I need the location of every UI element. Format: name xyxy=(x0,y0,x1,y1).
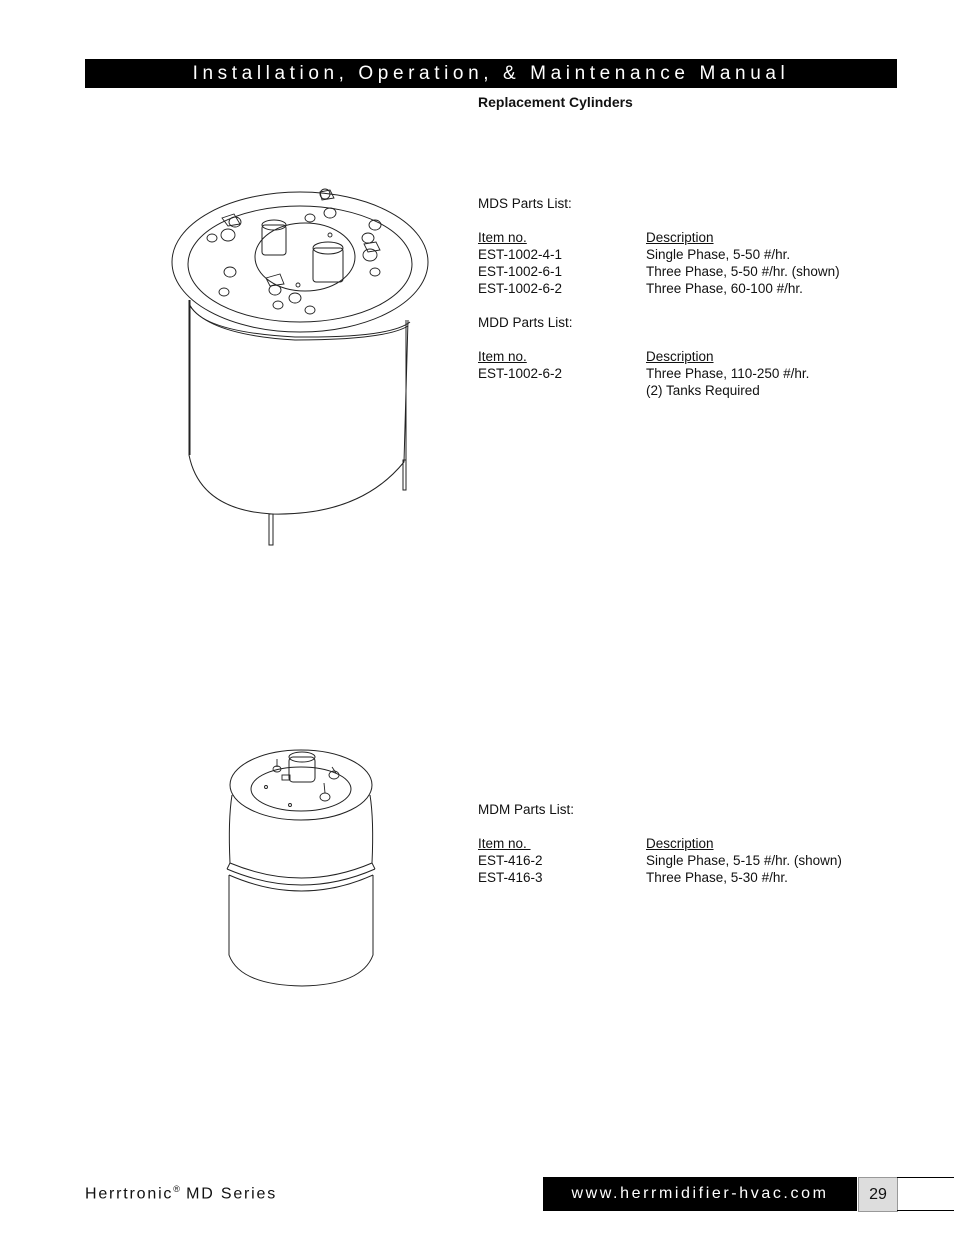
mdd-col-desc: Description xyxy=(646,349,714,364)
page-number: 29 xyxy=(858,1177,898,1212)
item-desc: Three Phase, 5-50 #/hr. (shown) xyxy=(646,264,840,279)
item-desc: Three Phase, 110-250 #/hr. xyxy=(646,366,810,381)
mdd-heading: MDD Parts List: xyxy=(478,315,573,330)
registered-mark: ® xyxy=(173,1184,180,1194)
item-desc: (2) Tanks Required xyxy=(646,383,760,398)
footer-rule-bottom xyxy=(897,1210,954,1211)
mdm-header-row xyxy=(478,835,876,852)
footer-series xyxy=(85,1184,277,1203)
table-row xyxy=(478,365,876,382)
table-row xyxy=(478,852,876,869)
website-link[interactable]: www.herrmidifier-hvac.com xyxy=(571,1185,829,1202)
item-desc: Three Phase, 5-30 #/hr. xyxy=(646,870,788,885)
item-no: EST-416-3 xyxy=(478,870,543,885)
mdm-col-item: Item no. xyxy=(478,836,531,851)
item-no xyxy=(478,382,646,399)
mds-header-row xyxy=(478,229,876,246)
mdm-cylinder-drawing xyxy=(222,745,387,990)
table-row xyxy=(478,246,876,263)
footer-rule-top xyxy=(897,1177,954,1178)
mdm-parts-list xyxy=(478,801,876,886)
item-no: EST-1002-6-1 xyxy=(478,264,563,279)
mds-heading: MDS Parts List: xyxy=(478,196,572,211)
mds-col-desc: Description xyxy=(646,230,714,245)
item-desc: Single Phase, 5-15 #/hr. (shown) xyxy=(646,853,842,868)
mdd-col-item: Item no. xyxy=(478,349,527,364)
item-no: EST-1002-6-2 xyxy=(478,281,563,296)
mds-col-item: Item no. xyxy=(478,230,527,245)
section-title: Replacement Cylinders xyxy=(478,94,633,110)
item-no: EST-1002-4-1 xyxy=(478,247,563,262)
item-no: EST-1002-6-2 xyxy=(478,366,563,381)
mdm-heading: MDM Parts List: xyxy=(478,802,575,817)
item-desc: Single Phase, 5-50 #/hr. xyxy=(646,247,791,262)
mds-cylinder-drawing xyxy=(170,180,440,550)
table-row xyxy=(478,263,876,280)
manual-title: Installation, Operation, & Maintenance Manual xyxy=(192,63,790,84)
table-row xyxy=(478,280,876,297)
series-prefix: Herrtronic xyxy=(85,1185,174,1203)
table-row xyxy=(478,382,876,399)
mdm-col-desc: Description xyxy=(646,836,714,851)
item-desc: Three Phase, 60-100 #/hr. xyxy=(646,281,803,296)
series-suffix: MD Series xyxy=(179,1185,277,1203)
table-row xyxy=(478,869,876,886)
header-bar xyxy=(85,59,897,88)
item-no: EST-416-2 xyxy=(478,853,543,868)
footer-website-bar xyxy=(543,1177,857,1211)
mdd-header-row xyxy=(478,348,876,365)
mds-parts-list xyxy=(478,195,876,399)
